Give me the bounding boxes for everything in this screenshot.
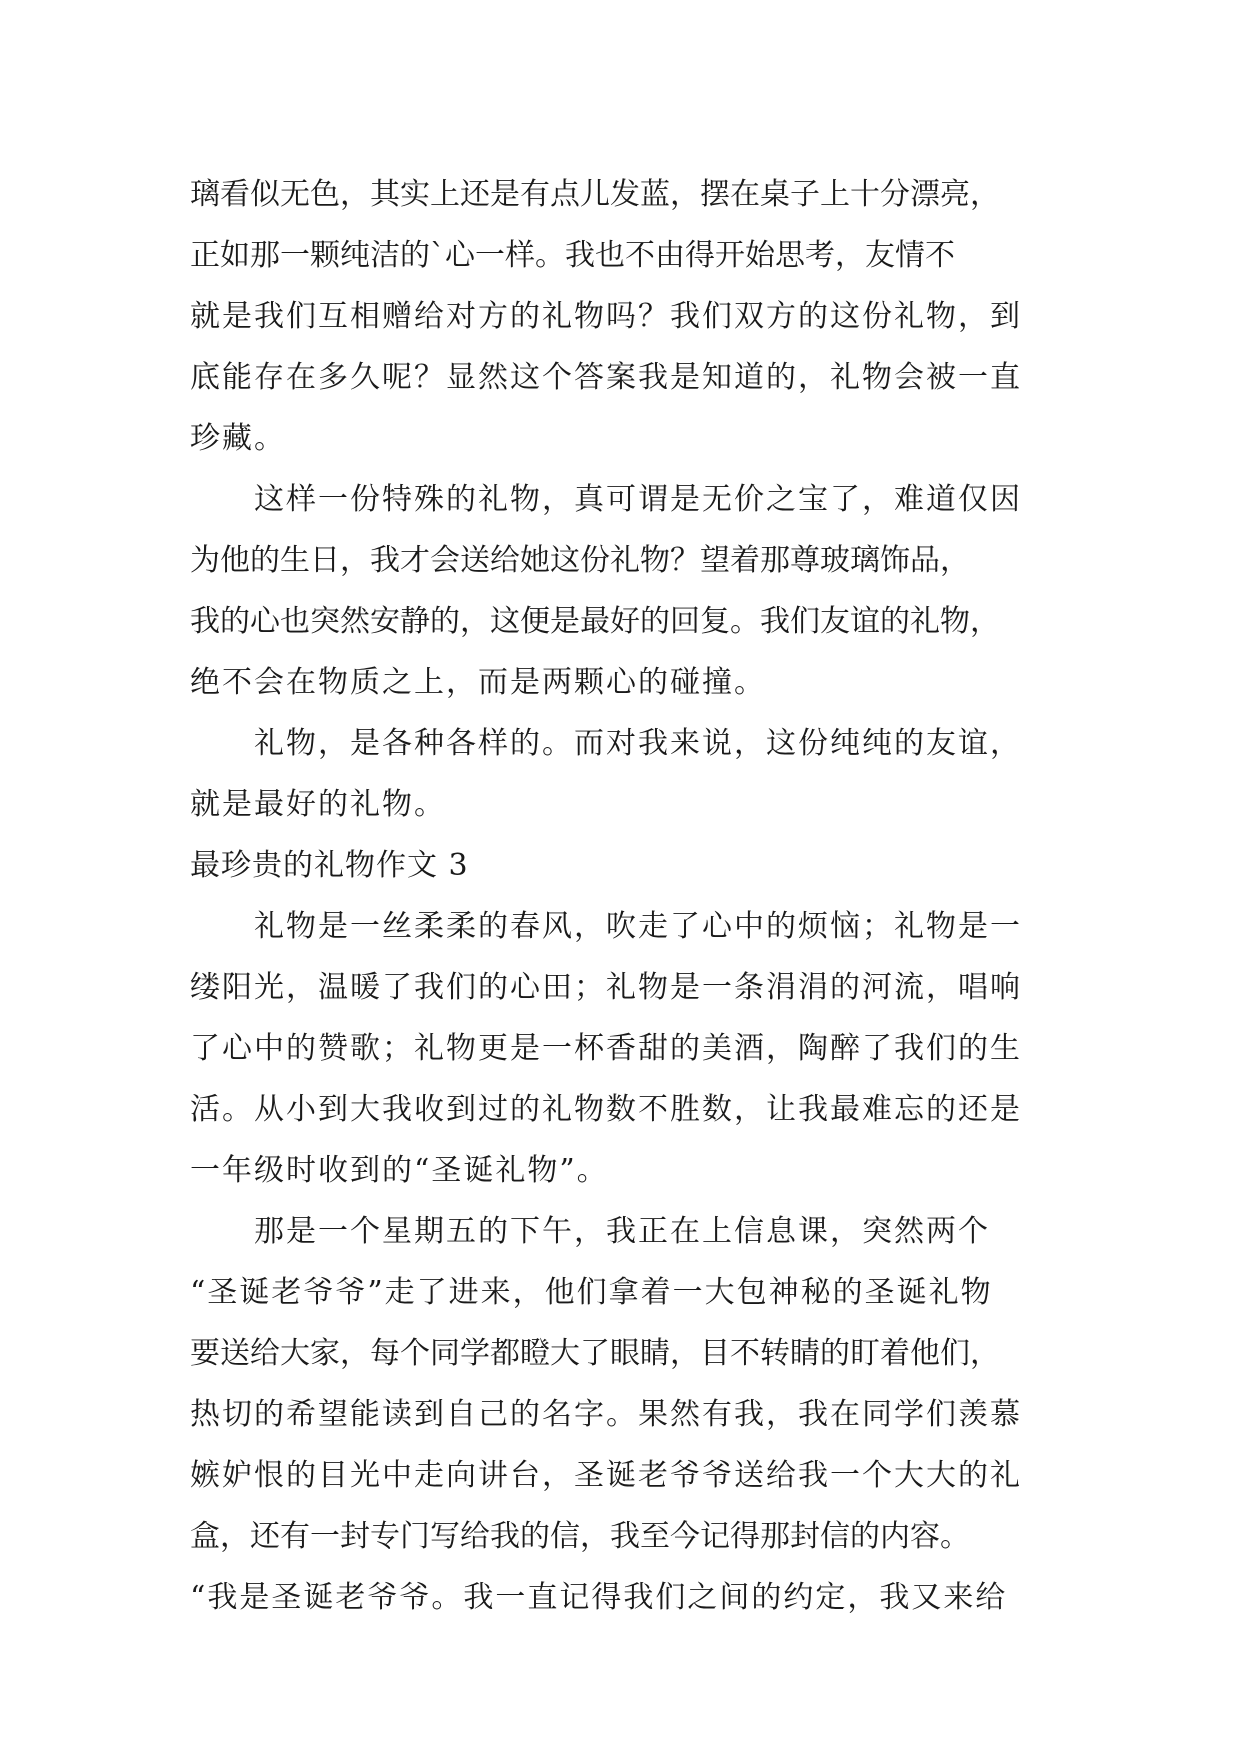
text-line: 活。从小到大我收到过的礼物数不胜数，让我最难忘的还是 (190, 1092, 1022, 1127)
text-line: 璃看似无色，其实上还是有点儿发蓝，摆在桌子上十分漂亮， (190, 177, 1000, 212)
text-line: 珍藏。 (190, 421, 286, 456)
paragraph (190, 896, 1070, 1201)
text-line: 这样一份特殊的礼物，真可谓是无价之宝了，难道仅因 (254, 482, 1022, 517)
text-line: 热切的希望能读到自己的名字。果然有我，我在同学们羡慕 (190, 1397, 1022, 1432)
text-line: 盒，还有一封专门写给我的信，我至今记得那封信的内容。 (190, 1519, 970, 1554)
text-line: 礼物是一丝柔柔的春风，吹走了心中的烦恼；礼物是一 (254, 909, 1022, 944)
text-line: 我的心也突然安静的，这便是最好的回复。我们友谊的礼物， (190, 604, 1000, 639)
section-heading: 最珍贵的礼物作文 3 (190, 848, 469, 883)
text-line: 那是一个星期五的下午，我正在上信息课，突然两个 (254, 1214, 990, 1249)
document-body (190, 164, 1070, 1628)
text-line: 缕阳光，温暖了我们的心田；礼物是一条涓涓的河流，唱响 (190, 970, 1022, 1005)
text-line: 绝不会在物质之上，而是两颗心的碰撞。 (190, 665, 766, 700)
paragraph (190, 469, 1070, 713)
text-line: 就是我们互相赠给对方的礼物吗？我们双方的这份礼物，到 (190, 299, 1022, 334)
text-line: 礼物，是各种各样的。而对我来说，这份纯纯的友谊， (254, 726, 1022, 761)
text-line: “我是圣诞老爷爷。我一直记得我们之间的约定，我又来给 (190, 1580, 1008, 1615)
text-line: 一年级时收到的“圣诞礼物”。 (190, 1153, 609, 1188)
paragraph (190, 1201, 1070, 1628)
text-line: 为他的生日，我才会送给她这份礼物？望着那尊玻璃饰品， (190, 543, 970, 578)
text-line: 底能存在多久呢？显然这个答案我是知道的，礼物会被一直 (190, 360, 1022, 395)
text-line: 正如那一颗纯洁的`心一样。我也不由得开始思考，友情不 (190, 238, 955, 273)
text-line: “圣诞老爷爷”走了进来，他们拿着一大包神秘的圣诞礼物 (190, 1275, 993, 1310)
text-line: 嫉妒恨的目光中走向讲台，圣诞老爷爷送给我一个大大的礼 (190, 1458, 1022, 1493)
text-line: 了心中的赞歌；礼物更是一杯香甜的美酒，陶醉了我们的生 (190, 1031, 1022, 1066)
paragraph (190, 164, 1070, 469)
text-line: 就是最好的礼物。 (190, 787, 446, 822)
text-line: 要送给大家，每个同学都瞪大了眼睛，目不转睛的盯着他们， (190, 1336, 1000, 1371)
paragraph (190, 713, 1070, 835)
